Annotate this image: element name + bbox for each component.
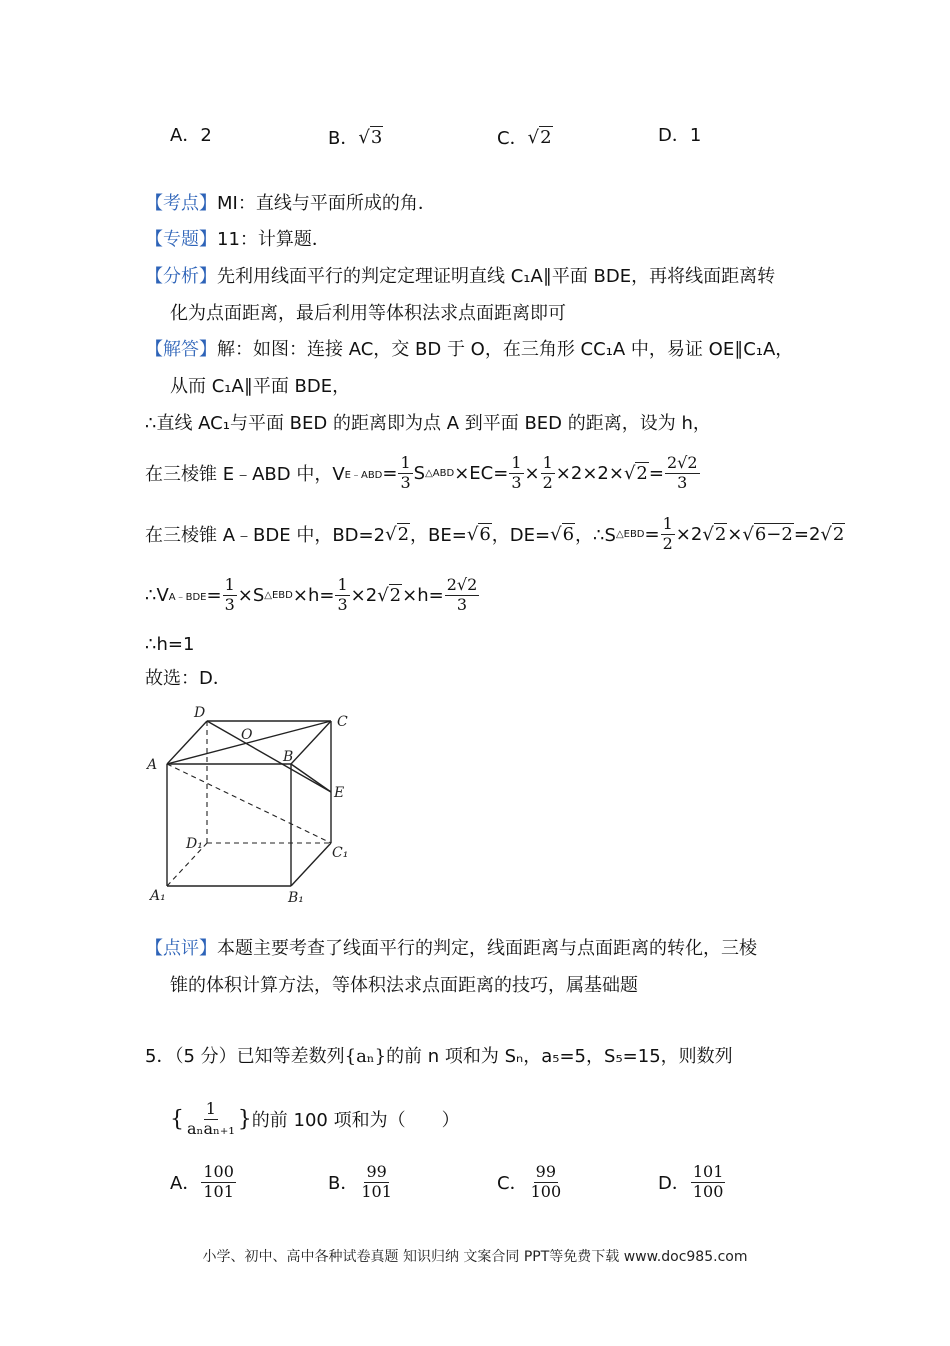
step3-be: ，BE= xyxy=(410,525,467,546)
q5-option-d xyxy=(658,1160,726,1204)
step4-frac3: $\frac{2√2}{3}$ xyxy=(446,574,478,614)
label-e: E xyxy=(334,785,345,801)
label-b: B xyxy=(283,749,294,765)
step2-sqrt: √2 xyxy=(623,462,648,484)
option-a: A．2 xyxy=(170,125,212,146)
choose-answer: 故选：D． xyxy=(145,668,231,689)
edge-bc xyxy=(291,721,331,764)
step3-sqrt1: √2 xyxy=(385,523,410,545)
edge-ad xyxy=(167,721,207,764)
diag-ac1-hidden xyxy=(167,764,331,843)
step5: ∴h=1 xyxy=(145,634,195,655)
label-o: O xyxy=(241,727,253,743)
q5-option-b xyxy=(328,1160,395,1204)
step3-sqrt2: √6 xyxy=(466,523,491,545)
fenxi-text1: 先利用线面平行的判定定理证明直线 C₁A∥平面 BDE，再将线面距离转 xyxy=(217,266,776,287)
q5-option-a-label: A． xyxy=(170,1173,201,1194)
q5-option-b-label: B． xyxy=(328,1173,359,1194)
dianping-line2: 锥的体积计算方法，等体积法求点面距离的技巧，属基础题 xyxy=(170,975,638,996)
step4 xyxy=(145,574,480,616)
option-d: D．1 xyxy=(658,125,702,146)
dianping-line1 xyxy=(145,940,757,958)
label-d1: D₁ xyxy=(186,836,203,852)
sqrt-2: √2 xyxy=(527,126,552,148)
step2 xyxy=(145,452,701,494)
step2-v-sub: E﹣ABD xyxy=(344,469,383,481)
step3 xyxy=(145,513,845,555)
q5-option-a xyxy=(170,1160,237,1204)
step4-sqrt: √2 xyxy=(377,584,402,606)
q5-line1 xyxy=(145,1048,733,1066)
q5-seq: {aₙ} xyxy=(344,1046,387,1067)
step4-v-sub: A﹣BDE xyxy=(168,591,207,603)
step2-times2: ×2×2× xyxy=(555,462,624,484)
zhuanti-tag: 【专题】 xyxy=(145,229,217,250)
step4-frac2: $\frac{1}{3}$ xyxy=(337,574,348,614)
q5-frac: $\frac{1}{\text{aₙaₙ₊₁}}$ xyxy=(187,1098,235,1138)
step2-s: S xyxy=(413,462,426,484)
q5-brace-left: { xyxy=(170,1106,184,1132)
step2-frac1: $\frac{1}{3}$ xyxy=(400,452,411,492)
zhuanti-line xyxy=(145,231,330,249)
q5-intro: 5．（5 分）已知等差数列 xyxy=(145,1046,345,1067)
step4-frac1: $\frac{1}{3}$ xyxy=(224,574,235,614)
footer-text: 小学、初中、高中各种试卷真题 知识归纳 文案合同 PPT等免费下载 www.doc985.com xyxy=(202,1249,748,1265)
fenxi-line2: 化为点面距离，最后利用等体积法求点面距离即可 xyxy=(170,303,566,324)
q5-option-d-label: D． xyxy=(658,1173,690,1194)
sqrt-3: √3 xyxy=(358,126,383,148)
step3-prefix: 在三棱锥 A﹣BDE 中，BD=2 xyxy=(145,525,386,546)
step3-sqrt6: √2 xyxy=(820,523,845,545)
step2-frac2: $\frac{1}{3}$ xyxy=(511,452,522,492)
step2-mid: ×EC= xyxy=(454,462,509,484)
jieda-text1: 解：如图：连接 AC，交 BD 于 O，在三角形 CC₁A 中，易证 OE∥C₁A， xyxy=(217,339,794,360)
kaodian-line xyxy=(145,195,436,213)
q5-brace-right: } xyxy=(237,1106,252,1132)
label-a: A xyxy=(147,757,158,773)
jieda-line2: 从而 C₁A∥平面 BDE， xyxy=(170,376,351,397)
step3-therefore: ，∴S xyxy=(575,525,616,546)
step3-frac: $\frac{1}{2}$ xyxy=(662,513,673,553)
step3-times1: ×2 xyxy=(675,523,703,545)
step2-s-sub: △ABD xyxy=(425,467,455,479)
option-b xyxy=(328,124,383,150)
label-a1: A₁ xyxy=(150,888,166,904)
step3-times2: × xyxy=(727,523,743,545)
option-b-label: B． xyxy=(328,128,359,149)
jieda-line1 xyxy=(145,341,793,359)
step3-result: =2 xyxy=(793,523,821,545)
label-c1: C₁ xyxy=(332,845,349,861)
dianping-tag: 【点评】 xyxy=(145,938,217,959)
q5-option-b-frac: $\frac{99}{101}$ xyxy=(361,1161,392,1201)
step2-frac4: $\frac{2√2}{3}$ xyxy=(666,452,698,492)
edge-b1c1 xyxy=(291,843,331,886)
label-b1: B₁ xyxy=(288,890,304,906)
step4-h2: ×h= xyxy=(402,584,444,606)
step3-sqrt5: √6−2 xyxy=(742,523,793,545)
step4-prefix: ∴V xyxy=(145,584,169,606)
line-be xyxy=(291,764,331,792)
fenxi-line1 xyxy=(145,268,775,286)
kaodian-text: MI：直线与平面所成的角． xyxy=(217,193,436,214)
q5-line2 xyxy=(170,1096,460,1142)
line-de xyxy=(207,721,331,792)
step1: ∴直线 AC₁与平面 BED 的距离即为点 A 到平面 BED 的距离，设为 h， xyxy=(145,413,711,434)
option-c-label: C． xyxy=(497,128,528,149)
step2-prefix: 在三棱锥 E﹣ABD 中，V xyxy=(145,464,345,485)
step2-times1: × xyxy=(524,462,540,484)
q5-option-c xyxy=(497,1160,564,1204)
q5-option-d-frac: $\frac{101}{100}$ xyxy=(692,1161,724,1201)
step2-eq2: = xyxy=(648,462,664,484)
label-d: D xyxy=(194,705,206,721)
step3-eq: = xyxy=(644,523,660,545)
step3-s-sub: △EBD xyxy=(615,528,645,540)
cube-figure xyxy=(140,700,370,910)
option-c xyxy=(497,124,553,150)
step4-times: ×2 xyxy=(350,584,378,606)
kaodian-tag: 【考点】 xyxy=(145,193,217,214)
step4-s: ×S xyxy=(237,584,265,606)
step3-de: ，DE= xyxy=(491,525,551,546)
fenxi-tag: 【分析】 xyxy=(145,266,217,287)
step3-sqrt4: √2 xyxy=(702,523,727,545)
label-c: C xyxy=(337,714,348,730)
step4-eq: = xyxy=(206,584,222,606)
step3-sqrt3: √6 xyxy=(550,523,575,545)
q5-ask: 的前 100 项和为（ ） xyxy=(251,1110,460,1131)
jieda-tag: 【解答】 xyxy=(145,339,217,360)
q5-conditions: 的前 n 项和为 Sₙ，a₅=5，S₅=15，则数列 xyxy=(386,1046,733,1067)
zhuanti-text: 11：计算题． xyxy=(217,229,330,250)
step4-h: ×h= xyxy=(292,584,335,606)
step2-eq: = xyxy=(382,462,398,484)
q5-option-c-label: C． xyxy=(497,1173,528,1194)
step2-frac3: $\frac{1}{2}$ xyxy=(542,452,553,492)
step4-s-sub: △EBD xyxy=(264,589,293,601)
dianping-text1: 本题主要考查了线面平行的判定，线面距离与点面距离的转化，三棱 xyxy=(217,938,757,959)
q5-option-c-frac: $\frac{99}{100}$ xyxy=(530,1161,562,1201)
q5-option-a-frac: $\frac{100}{101}$ xyxy=(203,1161,234,1201)
